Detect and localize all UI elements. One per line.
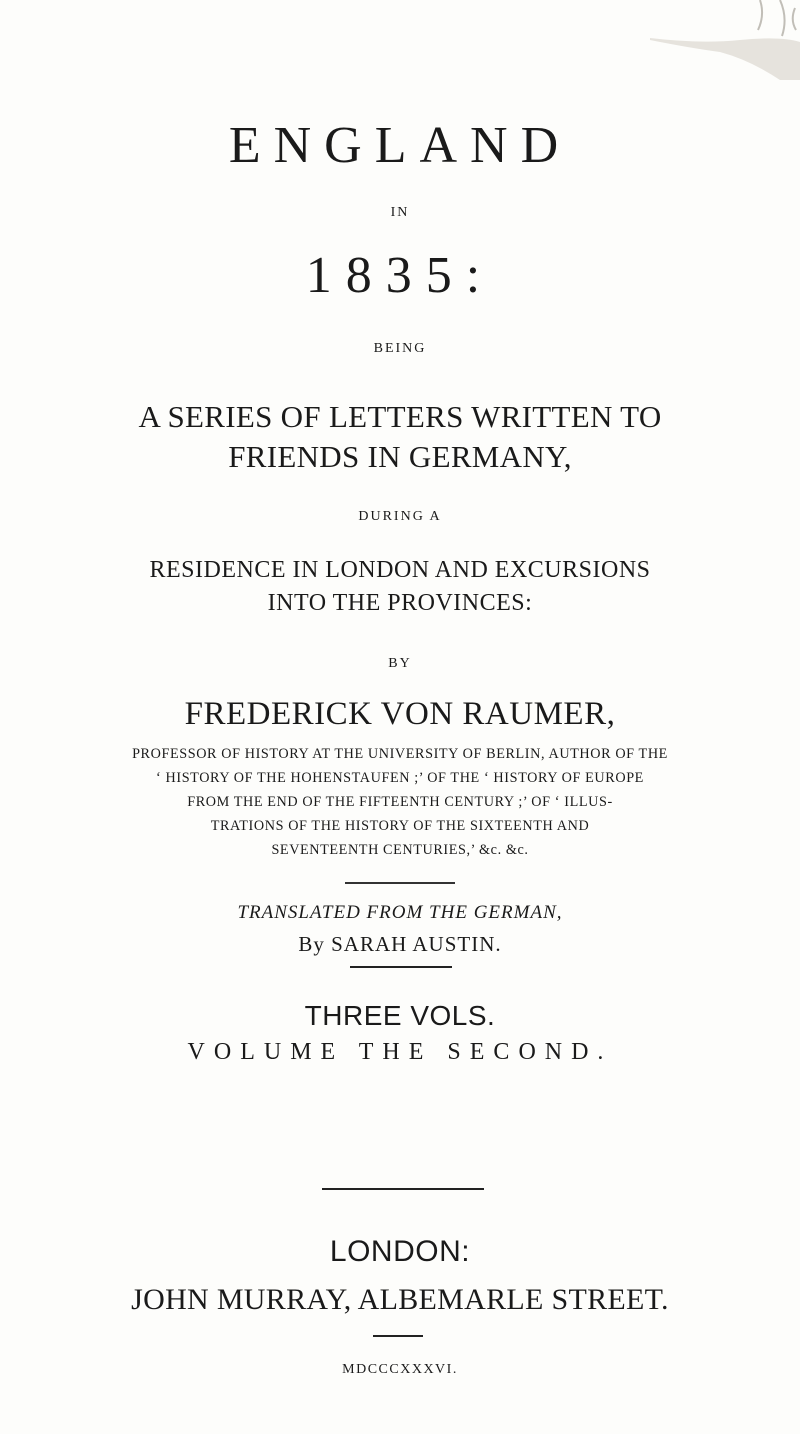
subtitle-line-1: A SERIES OF LETTERS WRITTEN TO [138,399,662,434]
divider-rule [322,1188,484,1190]
divider-rule [373,1335,423,1337]
during-label: DURING A [358,509,442,524]
publication-date: MDCCCXXXVI. [342,1362,458,1377]
publication-place: LONDON: [329,1235,471,1268]
author-credit-line: ‘ HISTORY OF THE HOHENSTAUFEN ;’ OF THE ‘ HISTORY OF EUROPE [156,770,644,786]
divider-rule [350,966,452,968]
residence-line-1: RESIDENCE IN LONDON AND EXCURSIONS [149,557,651,583]
book-year: 1835: [305,247,495,304]
in-label: IN [390,205,410,220]
author-credit-line: SEVENTEENTH CENTURIES,’ &c. &c. [271,842,529,858]
residence-line-2: INTO THE PROVINCES: [267,590,533,616]
divider-rule [345,882,455,884]
by-label: BY [388,656,412,671]
translation-note: TRANSLATED FROM THE GERMAN, [237,902,563,923]
book-title: ENGLAND [228,117,572,174]
publisher-name: JOHN MURRAY, ALBEMARLE STREET. [131,1283,669,1316]
translator-name: By SARAH AUSTIN. [298,932,502,956]
volume-count: THREE VOLS. [304,1000,496,1031]
author-name: FREDERICK VON RAUMER, [184,696,616,732]
author-credit-line: FROM THE END OF THE FIFTEENTH CENTURY ;’ OF ‘ ILLUS- [187,794,613,810]
volume-number: VOLUME THE SECOND. [187,1039,613,1065]
being-label: BEING [373,341,427,356]
author-credit-line: PROFESSOR OF HISTORY AT THE UNIVERSITY OF BERLIN, AUTHOR OF THE [132,746,668,762]
subtitle-line-2: FRIENDS IN GERMANY, [228,439,572,474]
author-credit-line: TRATIONS OF THE HISTORY OF THE SIXTEENTH AND [210,818,590,834]
page-corner-stain [630,0,800,80]
